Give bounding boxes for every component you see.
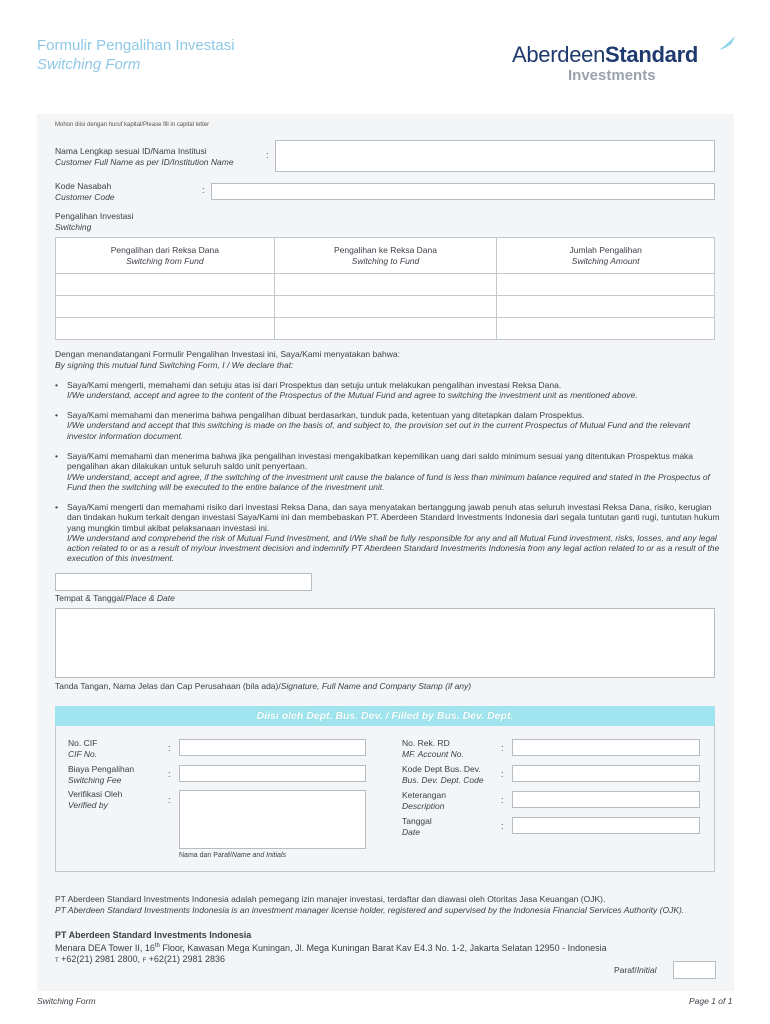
from-fund-cell[interactable] [56,318,275,340]
column-header-to-fund: Pengalihan ke Reksa Dana Switching to Fund [274,238,497,274]
date-label: Tanggal Date [402,816,432,837]
ojk-statement: PT Aberdeen Standard Investments Indonesia adalah pemegang izin manajer investasi, terdaftar dan diawasi oleh Otoritas Jasa Keuangan (OJK). PT Aberdeen Standard Investments Indonesia is an investment manager license holder, registered and supervised by the Indonesia Financial Services Authority (OJK). [55,894,685,915]
full-name-input[interactable] [275,140,715,172]
declaration-item: • Saya/Kami mengerti, memahami dan setuju atas isi dari Prospektus dan setuju untuk melakukan pengalihan investasi Reksa Dana. I/We understand, accept and agree to the content of the Prospectus of the Mutual Fund and agree to switching the investment unit as mentioned above. [55,380,720,401]
form-title-english: Switching Form [37,56,141,73]
signature-box[interactable] [55,608,715,678]
declaration-intro: Dengan menandatangani Formulir Pengalihan Investasi ini, Saya/Kami menyatakan bahwa: By signing this mutual fund Switching Form, I / We declare that: [55,349,400,370]
customer-code-input[interactable] [211,183,715,200]
customer-code-label: Kode Nasabah Customer Code [55,181,115,202]
name-initials-label: Nama dan Paraf/Name and Initials [179,852,287,859]
logo-wordmark: AberdeenStandard [512,42,698,67]
switching-fee-label: Biaya Pengalihan Switching Fee [68,764,135,785]
switching-fee-input[interactable] [179,765,366,782]
full-name-label: Nama Lengkap sesuai ID/Nama Institusi Customer Full Name as per ID/Institution Name [55,146,234,167]
from-fund-cell[interactable] [56,296,275,318]
bus-dev-code-input[interactable] [512,765,700,782]
declaration-item: • Saya/Kami mengerti dan memahami risiko dari investasi Reksa Dana, dan saya menyatakan bertanggung jawab penuh atas seluruh investasi Reksa Dana, risiko, kerugian dan tindakan hukum terkait dengan investasi Saya/Kami ini dan membebaskan PT. Aberdeen Standard Investments Indonesia dari segala tuntutan ganti rugi, tuntutan hukum yang mungkin timbul akibat pelaksanaan investasi ini. I/We understand and comprehend the risk of Mutual Fund Investment, and I/We shall be fully responsible for any and all Mutual Fund investment, risks, losses, and any legal action related to or as a result of my/our investment decision and indemnify PT Aberdeen Standard Investments Indonesia from any legal action related to or as a result of the execution of this investment. [55,502,720,564]
amount-cell[interactable] [497,318,715,340]
to-fund-cell[interactable] [274,318,497,340]
to-fund-cell[interactable] [274,296,497,318]
initial-box[interactable] [673,961,716,979]
company-address: PT Aberdeen Standard Investments Indonesia Menara DEA Tower II, 16th Floor, Kawasan Mega Kuningan, Jl. Mega Kuningan Barat Kav E4.3 No. 1-2, Jakarta Selatan 12950 - Indonesia T +62(21) 2981 2800, F +62(21) 2981 2836 [55,930,607,964]
cif-no-input[interactable] [179,739,366,756]
table-row [56,318,715,340]
cif-no-label: No. CIF CIF No. [68,738,98,759]
place-date-input[interactable] [55,573,312,591]
table-row [56,296,715,318]
footer-page-number: Page 1 of 1 [689,996,733,1006]
date-input[interactable] [512,817,700,834]
declaration-item: • Saya/Kami memahami dan menerima bahwa jika pengalihan investasi mengakibatkan kepemilikan uang dari saldo minimum sesuai yang ditentukan Prospektus maka pengalihan akan dilakukan untuk seluruh saldo unit penyertaan. I/We understand, accept and agree, if the switching of the investment unit cause the balance of fund is less than minimum balance required and stated in the Prospectus of Fund then the switching will be executed to the entire balance of the investment unit. [55,451,720,492]
table-row [56,274,715,296]
logo-swoosh-icon [717,34,737,54]
description-label: Keterangan Description [402,790,446,811]
capital-letter-note: Mohon diisi dengan huruf kapital/Please fill in capital letter [55,122,210,128]
place-date-label: Tempat & Tanggal/Place & Date [55,593,175,603]
amount-cell[interactable] [497,274,715,296]
declaration-item: • Saya/Kami memahami dan menerima bahwa pengalihan dibuat berdasarkan, tunduk pada, ketentuan yang ditetapkan dalam Prospektus. I/We understand and accept that this switching is made on the basis of, and subject to, the provision set out in the current Prospectus of Mutual Fund and the relevant investor information document. [55,410,720,441]
to-fund-cell[interactable] [274,274,497,296]
internal-section-header: Diisi oleh Dept. Bus. Dev. / Filled by Bus. Dev. Dept. [55,706,715,726]
amount-cell[interactable] [497,296,715,318]
logo-subtitle: Investments [568,67,656,84]
bus-dev-code-label: Kode Dept Bus. Dev. Bus. Dev. Dept. Code [402,764,484,785]
switching-table [55,237,715,340]
mf-account-input[interactable] [512,739,700,756]
column-header-from-fund: Pengalihan dari Reksa Dana Switching from Fund [56,238,275,274]
column-header-amount: Jumlah Pengalihan Switching Amount [497,238,715,274]
verified-by-label: Verifikasi Oleh Verified by [68,789,123,810]
signature-label: Tanda Tangan, Nama Jelas dan Cap Perusahaan (bila ada)/Signature, Full Name and Company Stamp (if any) [55,681,472,691]
form-title: Formulir Pengalihan Investasi [37,37,235,54]
aberdeen-standard-logo [512,36,736,88]
mf-account-label: No. Rek. RD MF. Account No. [402,738,464,759]
description-input[interactable] [512,791,700,808]
initial-label: Paraf/Initial [614,965,657,975]
from-fund-cell[interactable] [56,274,275,296]
switching-label: Pengalihan Investasi Switching [55,211,134,232]
footer-form-name: Switching Form [37,996,96,1006]
verified-by-box[interactable] [179,790,366,849]
